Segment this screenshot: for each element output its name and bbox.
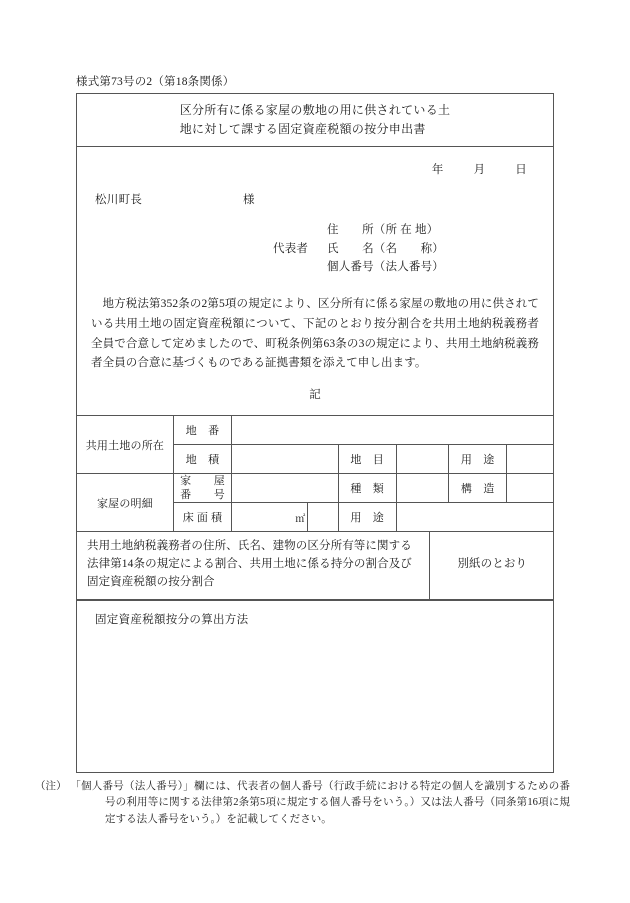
structure-label: 構 造 [449,474,507,503]
structure-value[interactable] [507,474,553,503]
addressee-honorific: 様 [243,194,255,207]
house-type-value[interactable] [396,474,448,503]
floor-area-value-cell[interactable] [232,503,308,532]
allocation-row-table [77,532,553,599]
applicant-name-label: 氏 名（名 称） [327,242,444,255]
lot-number-value[interactable] [232,416,553,445]
table-row-lot-number [77,416,553,445]
applicant-address-label: 住 所（所 在 地） [327,224,439,237]
house-number-label-line-2: 番 号 [180,489,225,502]
land-use-label: 用 途 [449,445,507,474]
allocation-description [77,532,429,599]
ki-mark: 記 [309,389,321,402]
house-number-label-line-1: 家 屋 [180,475,225,488]
allocation-description-line-1: 共用土地納税義務者の住所、氏名、建物の区分所有等に関する [87,540,412,553]
body-paragraph: 地方税法第352条の2第5項の規定により、区分所有に係る家屋の敷地の用に供されている共用土地の固定資産税額について、下記のとおり按分割合を共用土地納税義務者全員で合意して定めましたので、町税条例第63条の3の規定により、共用土地納税義務者全員の合意に基づくものである証拠書類を添えて申し出ます。 [91,298,539,370]
applicant-address-row[interactable] [273,221,553,240]
form-title-line-2: 地に対して課する固定資産税額の按分申出書 [179,121,426,136]
allocation-row [77,532,553,599]
date-year-label[interactable]: 年 [431,164,444,177]
date-month-label[interactable]: 月 [473,164,486,177]
house-type-label: 種 類 [338,474,396,503]
land-category-value[interactable] [396,445,448,474]
form-title-line-1: 区分所有に係る家屋の敷地の用に供されている土 [179,103,451,117]
building-detail-label: 家屋の明細 [77,474,173,532]
allocation-value[interactable]: 別紙のとおり [429,532,553,599]
addressee-recipient: 松川町長 [95,194,143,207]
floor-area-extra-cell[interactable] [308,503,338,532]
lot-number-label: 地 番 [173,416,231,445]
house-number-value[interactable] [232,474,338,503]
floor-area-label: 床 面 積 [173,503,231,532]
form-frame [76,93,554,773]
footnote-text: 「個人番号（法人番号）」欄には、代表者の個人番号（行政手続における特定の個人を識別するための番号の利用等に関する法律第2条第5項に規定する個人番号をいう。）又は法人番号（同条第16項に規定する法人番号をいう。）を記載してください。 [70,781,570,825]
date-day-label[interactable]: 日 [515,164,527,177]
table-row-house-number [77,474,553,503]
land-area-value[interactable] [232,445,338,474]
allocation-description-line-3: 固定資産税額の按分割合 [87,575,215,588]
applicant-representative-label: 代表者 [273,242,309,255]
land-location-label: 共用土地の所在 [77,416,173,474]
land-area-label: 地 積 [173,445,231,474]
calculation-title: 固定資産税額按分の算出方法 [95,613,249,626]
detail-table [77,415,553,532]
floor-area-unit: ㎡ [295,513,306,525]
addressee-line [77,191,553,207]
date-line [77,161,553,177]
applicant-block [77,221,553,277]
allocation-description-line-2: 法律第14条の規定による割合、共用土地に係る持分の割合及び [87,558,412,571]
building-use-label: 用 途 [338,503,396,532]
applicant-number-row[interactable] [273,258,553,277]
applicant-number-label: 個人番号（法人番号） [327,261,444,274]
form-title-box [77,94,553,147]
form-number: 様式第73号の2（第18条関係） [76,76,235,88]
applicant-name-row[interactable] [273,240,553,259]
house-number-label [173,474,231,503]
footnote [35,779,570,828]
land-category-label: 地 目 [338,445,396,474]
building-use-value[interactable] [396,503,553,532]
footnote-body: （注） 「個人番号（法人番号）」欄には、代表者の個人番号（行政手続における特定の個人を識別するための番号の利用等に関する法律第2条第5項に規定する個人番号をいう。）又は法人番号（同条第16項に規定する法人番号をいう。）を記載してください。 [35,781,570,825]
land-use-value[interactable] [507,445,553,474]
form-title [180,101,451,138]
